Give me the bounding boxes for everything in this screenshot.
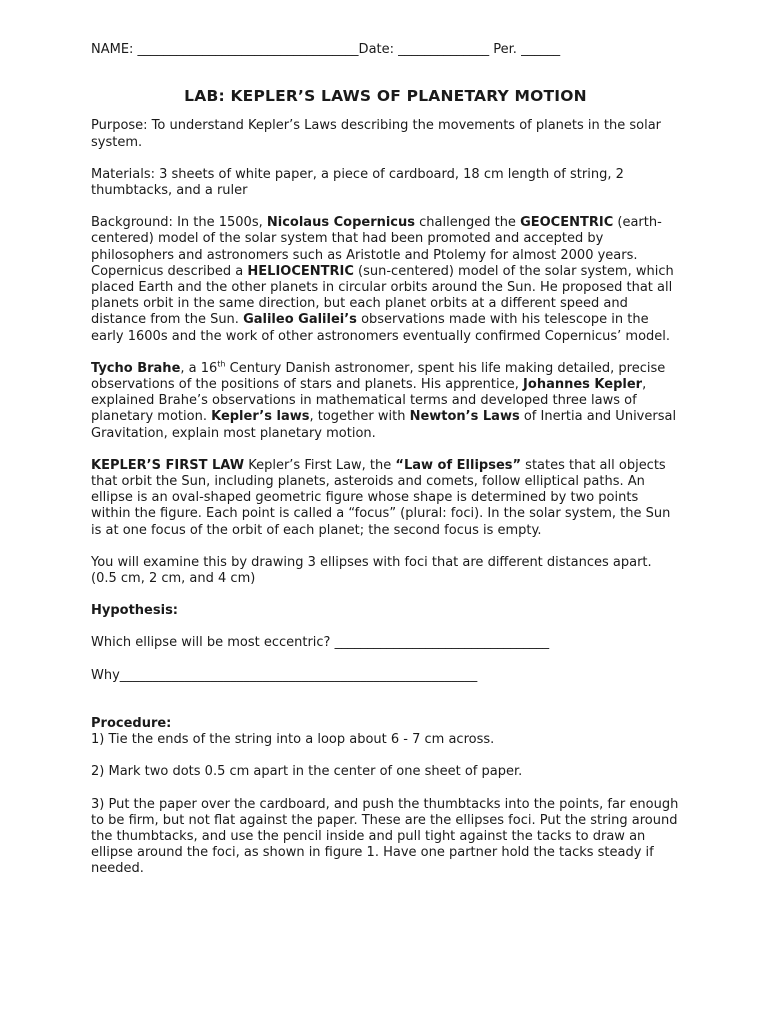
materials-paragraph: Materials: 3 sheets of white paper, a piece of cardboard, 18 cm length of string, 2 thumbtacks, and a ruler xyxy=(91,166,624,199)
procedure-step-2: 2) Mark two dots 0.5 cm apart in the center of one sheet of paper. xyxy=(91,764,523,780)
procedure-heading-text: Procedure: xyxy=(91,715,172,731)
background-text: challenged the xyxy=(415,215,521,231)
procedure-heading xyxy=(91,716,680,732)
law-of-ellipses-term: “Law of Ellipses” xyxy=(395,457,522,473)
background-text: Background: In the 1500s, xyxy=(91,215,267,231)
keplers-laws-term: Kepler’s laws xyxy=(211,409,310,425)
page-title: LAB: KEPLER’S LAWS OF PLANETARY MOTION xyxy=(184,87,587,106)
hypothesis-heading-text: Hypothesis: xyxy=(91,603,179,619)
name-date-period-line: NAME: __________________________________Date: ______________ Per. ______ xyxy=(91,42,561,57)
heliocentric-term: HELIOCENTRIC xyxy=(247,263,354,279)
eccentric-question-line[interactable]: Which ellipse will be most eccentric? _________________________________ xyxy=(91,635,550,651)
background-text: observations made with his telescope in the early 1600s and the work of other astronomers eventually confirmed Copernicus’ model. xyxy=(91,312,671,344)
first-law-heading: KEPLER’S FIRST LAW xyxy=(91,457,245,473)
background-text: (sun-centered) model of the solar system, which placed Earth and the other planets in circular orbits around the Sun. He proposed that all planets orbit in the same direction, but each planet orbits at a different speed and distance from the Sun. xyxy=(91,263,674,328)
copernicus-name: Nicolaus Copernicus xyxy=(266,215,416,231)
background-paragraph xyxy=(91,215,680,345)
galileo-name: Galileo Galilei’s xyxy=(243,312,357,328)
hypothesis-heading xyxy=(91,603,680,619)
first-law-paragraph xyxy=(91,458,680,539)
ordinal-suffix: th xyxy=(217,359,226,369)
tycho-text: Century Danish astronomer, spent his life making detailed, precise observations of the positions of stars and planets. His apprentice, xyxy=(91,360,666,393)
procedure-step-3: 3) Put the paper over the cardboard, and push the thumbtacks into the points, far enough to be firm, but not flat against the paper. These are the ellipses foci. Put the string around the thumbtacks, and use the pencil inside and pull tight against the tacks to draw an ellipse around the foci, as shown in figure 1. Have one partner hold the tacks steady if needed. xyxy=(91,796,679,877)
tycho-name: Tycho Brahe xyxy=(91,360,181,376)
kepler-name: Johannes Kepler xyxy=(523,377,643,393)
tycho-text: of Inertia and Universal Gravitation, explain most planetary motion. xyxy=(91,409,677,441)
background-text: (earth-centered) model of the solar system that had been promoted and accepted by philosophers and astronomers such as Aristotle and Ptolemy for almost 2000 years. Copernicus described a xyxy=(91,215,662,279)
examine-paragraph: You will examine this by drawing 3 ellipses with foci that are different distances apart. (0.5 cm, 2 cm, and 4 cm) xyxy=(91,554,652,587)
why-answer-line[interactable]: Why_______________________________________________________ xyxy=(91,667,478,683)
first-law-text: Kepler’s First Law, the xyxy=(244,457,396,473)
purpose-paragraph: Purpose: To understand Kepler’s Laws describing the movements of planets in the solar system. xyxy=(91,118,662,150)
tycho-paragraph xyxy=(91,361,680,442)
first-law-text: states that all objects that orbit the Sun, including planets, asteroids and comets, follow elliptical paths. An ellipse is an oval-shaped geometric figure whose shape is determined by two points within the figure. Each point is called a “focus” (plural: foci). In the solar system, the Sun is at one focus of the orbit of each planet; the second focus is empty. xyxy=(91,457,671,538)
newtons-laws-term: Newton’s Laws xyxy=(409,409,520,425)
tycho-text: , explained Brahe’s observations in mathematical terms and developed three laws of planetary motion. xyxy=(91,377,647,425)
tycho-text: , together with xyxy=(309,409,410,425)
procedure-step-1: 1) Tie the ends of the string into a loop about 6 - 7 cm across. xyxy=(91,732,495,748)
geocentric-term: GEOCENTRIC xyxy=(520,215,614,231)
tycho-text: , a 16 xyxy=(180,360,218,376)
